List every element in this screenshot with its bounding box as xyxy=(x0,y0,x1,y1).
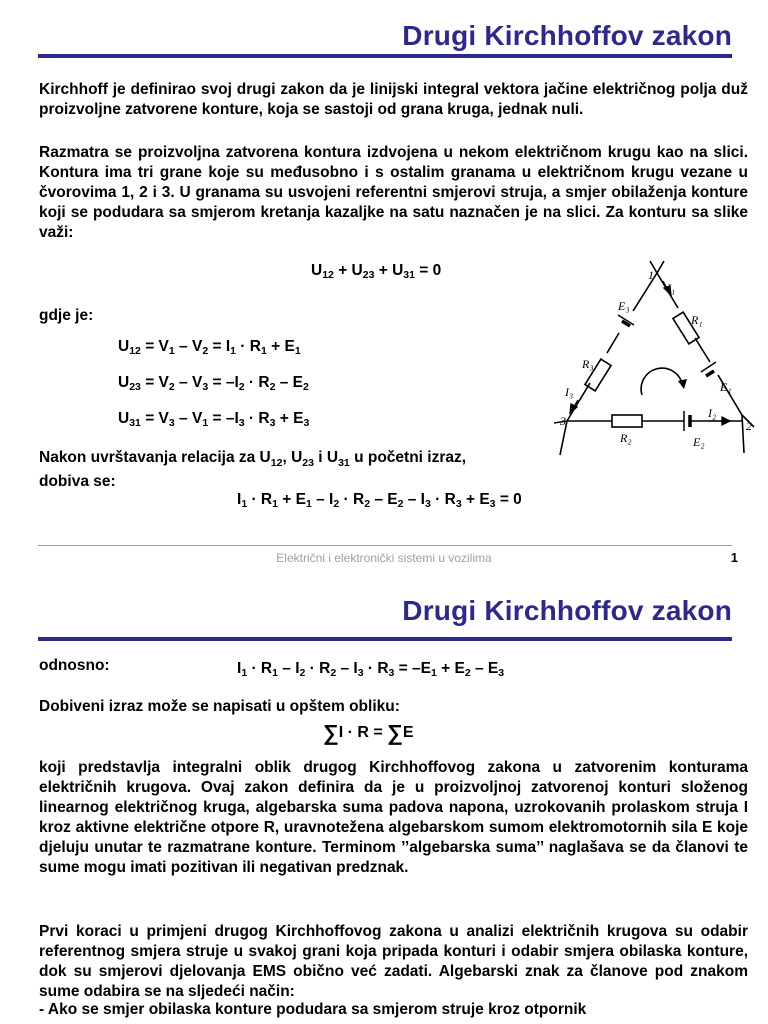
resistor-r1-label: R₁ xyxy=(691,313,703,327)
equation-u31: $U_{31} = V_3 - V_1 = -I_3 \cdot R_3 + E_3$ xyxy=(118,410,310,429)
equation-rearranged: $I_1 \cdot R_1 - I_2 \cdot R_2 - I_3 \cdot R_3 = -E_1 + E_2 - E_3$ xyxy=(237,660,505,679)
emf-e3-label: E₃ xyxy=(618,299,630,313)
wire-ext-1b xyxy=(657,261,664,273)
page-number: 1 xyxy=(730,550,738,565)
equation-expanded: $I_1 \cdot R_1 + E_1 - I_2 \cdot R_2 - E_2 - I_3 \cdot R_3 + E_3 = 0$ xyxy=(237,491,522,510)
nakon-line: Nakon uvrštavanja relacija za $U_{12}$, $U_{23}$ i $U_{31}$ u početni izraz, xyxy=(39,449,467,470)
equation-kvl-sum: $U_{12} + U_{23} + U_{31} = 0$ xyxy=(311,262,442,281)
equation-u12: $U_{12} = V_1 - V_2 = I_1 \cdot R_1 + E_1$ xyxy=(118,338,301,357)
paragraph-definition xyxy=(39,80,748,120)
wire-right-mid xyxy=(695,338,710,362)
paragraph-first-steps xyxy=(39,922,748,1002)
footer-rule xyxy=(38,545,732,546)
opsti-oblik-text: Dobiveni izraz može se napisati u opštem obliku: xyxy=(39,698,400,715)
current-i1-label: I₁ xyxy=(667,281,676,295)
wire-left-mid xyxy=(607,333,619,353)
paragraph-text: Kirchhoff je definirao svoj drugi zakon da je linijski integral vektora jačine električnog polja duž proizvoljne zatvorene konture, koja se sastoji od grana kruga, jednak nuli. xyxy=(39,81,748,118)
battery-e1-plate-a xyxy=(701,362,716,372)
title-rule-2 xyxy=(38,637,732,641)
resistor-r3-label: R₃ xyxy=(582,357,594,371)
wire-ext-2b xyxy=(742,415,744,453)
loop-direction-arrow-head xyxy=(678,379,687,389)
slide1-title: Drugi Kirchhoffov zakon xyxy=(402,20,732,51)
equation-general: ∑I · R = ∑E xyxy=(323,720,414,745)
gdje-je-label: gdje je: xyxy=(39,307,94,324)
current-i3-label: I₃ xyxy=(565,385,574,399)
paragraph-text: Razmatra se proizvoljna zatvorena kontura izdvojena u nekom električnom krugu kao na slici. Kontura ima tri grane koje su međusobno i s ostalim granama u električnom krugu vezane u čvorovima 1, 2 i 3. U granama su usvojeni referentni smjerovi struja, a smjer obilaženja konture koji se podudara sa smjerom kretanja kazaljke na satu naznačen je na slici. Za konturu sa slike važi: xyxy=(39,144,748,241)
paragraph-text: koji predstavlja integralni oblik drugog Kirchhoffovog zakona u zatvorenim konturama električnih krugova. Ovaj zakon definira da je u proizvoljnoj zatvorenoj konturi složenog linearnog električnog kruga, algebarska suma padova napona, uzrokovanih prolaskom struja I kroz aktivne električne otpore R, uravnotežena algebarskom sumom elektromotornih sila E koje djeluju unutar te razmatrane konture. Terminom ’’algebarska suma’’ naglašava se da članovi te sume mogu imati pozitivan ili negativan predznak. xyxy=(39,759,748,876)
current-i2-label: I₂ xyxy=(708,406,717,420)
nakon-text-end: u početni izraz, xyxy=(354,449,467,466)
circuit-diagram xyxy=(550,255,760,460)
node-2-label: 2 xyxy=(746,419,752,433)
title-rule xyxy=(38,54,732,58)
nakon-text: Nakon uvrštavanja relacija za U xyxy=(39,449,271,466)
battery-e1-plate-b xyxy=(706,371,714,376)
equation-u23: $U_{23} = V_2 - V_3 = -I_2 \cdot R_2 - E_2$ xyxy=(118,374,309,393)
paragraph-text: Prvi koraci u primjeni drugog Kirchhoffovog zakona u analizi električnih krugova su odabir referentnog smjera struje u svakoj grani koja pripada konturi i odabir smjera obilaska konture, dok su smjerovi djelovanja EMS obično već zadati. Algebarski znak za članove pod znakom sume odabira se na sljedeći način: xyxy=(39,923,748,1000)
paragraph-integral-form xyxy=(39,758,748,878)
resistor-r2 xyxy=(612,415,642,427)
node-3-label: 3 xyxy=(560,414,566,428)
paragraph-contour xyxy=(39,143,748,243)
arrow-i2-head xyxy=(722,417,730,425)
loop-direction-arrow xyxy=(641,368,682,395)
emf-e1-label: E₁ xyxy=(720,380,732,394)
slide2-title: Drugi Kirchhoffov zakon xyxy=(402,595,732,626)
footer-text: Električni i elektronički sistemi u vozilima xyxy=(276,551,492,565)
odnosno-label: odnosno: xyxy=(39,657,110,674)
dobiva-se-label: dobiva se: xyxy=(39,473,116,490)
resistor-r2-label: R₂ xyxy=(620,431,632,445)
emf-e2-label: E₂ xyxy=(693,435,705,449)
node-1-label: 1 xyxy=(648,268,654,282)
bullet-item: - Ako se smjer obilaska konture podudara sa smjerom struje kroz otpornik xyxy=(39,1001,587,1018)
